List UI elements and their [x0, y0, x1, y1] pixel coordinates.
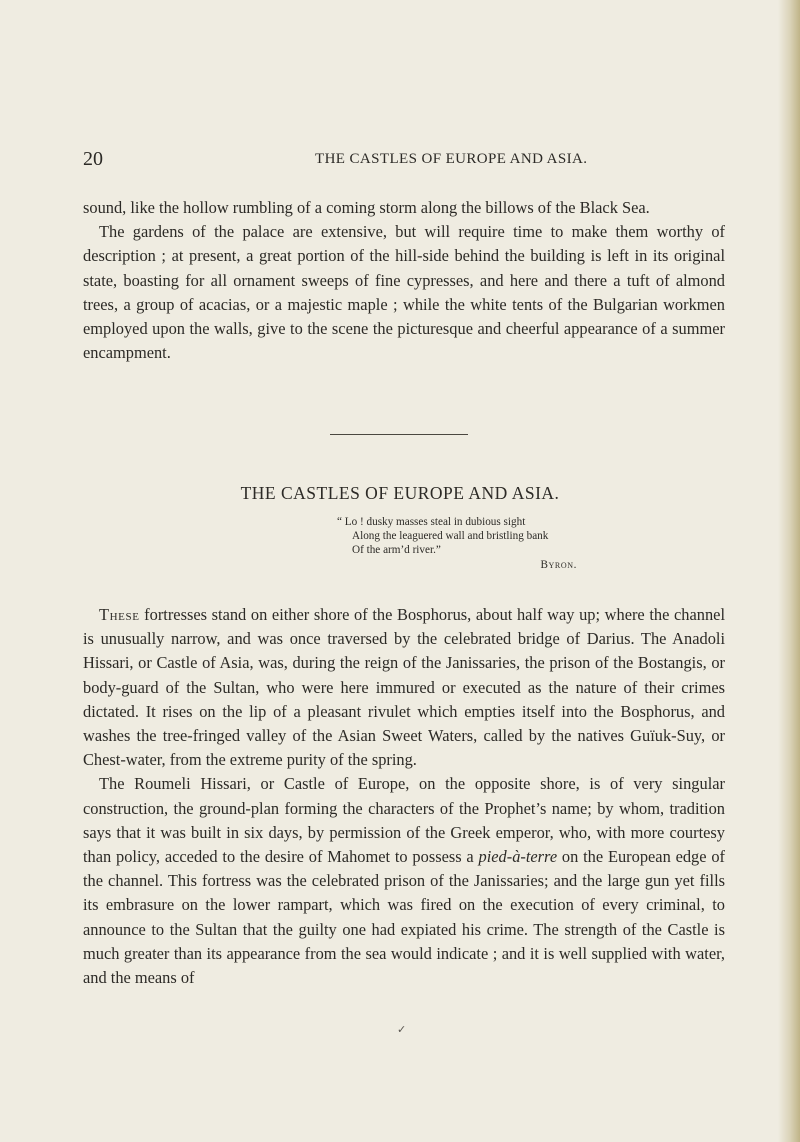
epigraph-line: Along the leaguered wall and bristling bank [352, 530, 549, 542]
running-title: THE CASTLES OF EUROPE AND ASIA. [315, 151, 588, 167]
epigraph-attribution: Byron. [540, 559, 577, 571]
paragraph-text: on the European edge of the channel. This fortress was the celebrated prison of the Janissaries; and the large gun yet fills its embrasure on the lower rampart, which was fired on the execution of every criminal, to announce to the Sultan that the guilty one had expiated his crime. The strength of the Castle is much greater than its appearance from the sea would indicate ; and it is well supplied with water, and the means of [83, 847, 725, 988]
top-text-block [83, 196, 725, 365]
gardens-paragraph: The gardens of the palace are extensive, but will require time to make them worthy of description ; at present, a great portion of the hill-side behind the building is left in its original state, boasting for all ornament sweeps of fine cypresses, and here and there a tuft of almond trees, a group of acacias, or a majestic maple ; while the white tents of the Bulgarian workmen employed upon the walls, give to the scene the picturesque and cheerful appearance of a summer encampment. [83, 222, 725, 363]
section-divider [330, 434, 468, 435]
roumeli-paragraph [83, 772, 725, 990]
section-body [83, 603, 725, 990]
italic-term: pied-à-terre [478, 847, 558, 867]
paragraph-text: The Roumeli Hissari, or Castle of Europe, on the opposite shore, is of very singular construction, the ground-plan forming the characters of the Prophet’s name; by whom, tradition says that it was built in six days, by permission of the Greek emperor, who, with more courtesy than policy, acceded to the desire of Mahomet to possess a [83, 774, 725, 867]
page-header [83, 148, 723, 172]
paragraph-text: fortresses stand on either shore of the Bosphorus, about half way up; where the channel is unusually narrow, and was once traversed by the celebrated bridge of Darius. The Anadoli Hissari, or Castle of Asia, was, during the reign of the Janissaries, the prison of the Bostangis, or body-guard of the Sultan, who were here immured or executed as the nature of their crimes dictated. It rises on the lip of a pleasant rivulet which empties itself into the Bosphorus, and washes the tree-fringed valley of the Asian Sweet Waters, called by the natives Guïuk-Suy, or Chest-water, from the extreme purity of the spring. [83, 605, 725, 770]
stray-print-mark: ✓ [397, 1024, 407, 1036]
section-heading: THE CASTLES OF EUROPE AND ASIA. [240, 483, 560, 503]
paragraph-lead-word: These [99, 605, 140, 624]
epigraph [337, 515, 577, 572]
page-number: 20 [83, 148, 103, 170]
epigraph-line: Of the arm’d river.” [352, 544, 441, 556]
page-edge-shadow [778, 0, 800, 1142]
epigraph-line: “ Lo ! dusky masses steal in dubious sight [337, 516, 526, 528]
fortresses-paragraph [83, 603, 725, 772]
continued-paragraph: sound, like the hollow rumbling of a coming storm along the billows of the Black Sea. [83, 198, 650, 217]
